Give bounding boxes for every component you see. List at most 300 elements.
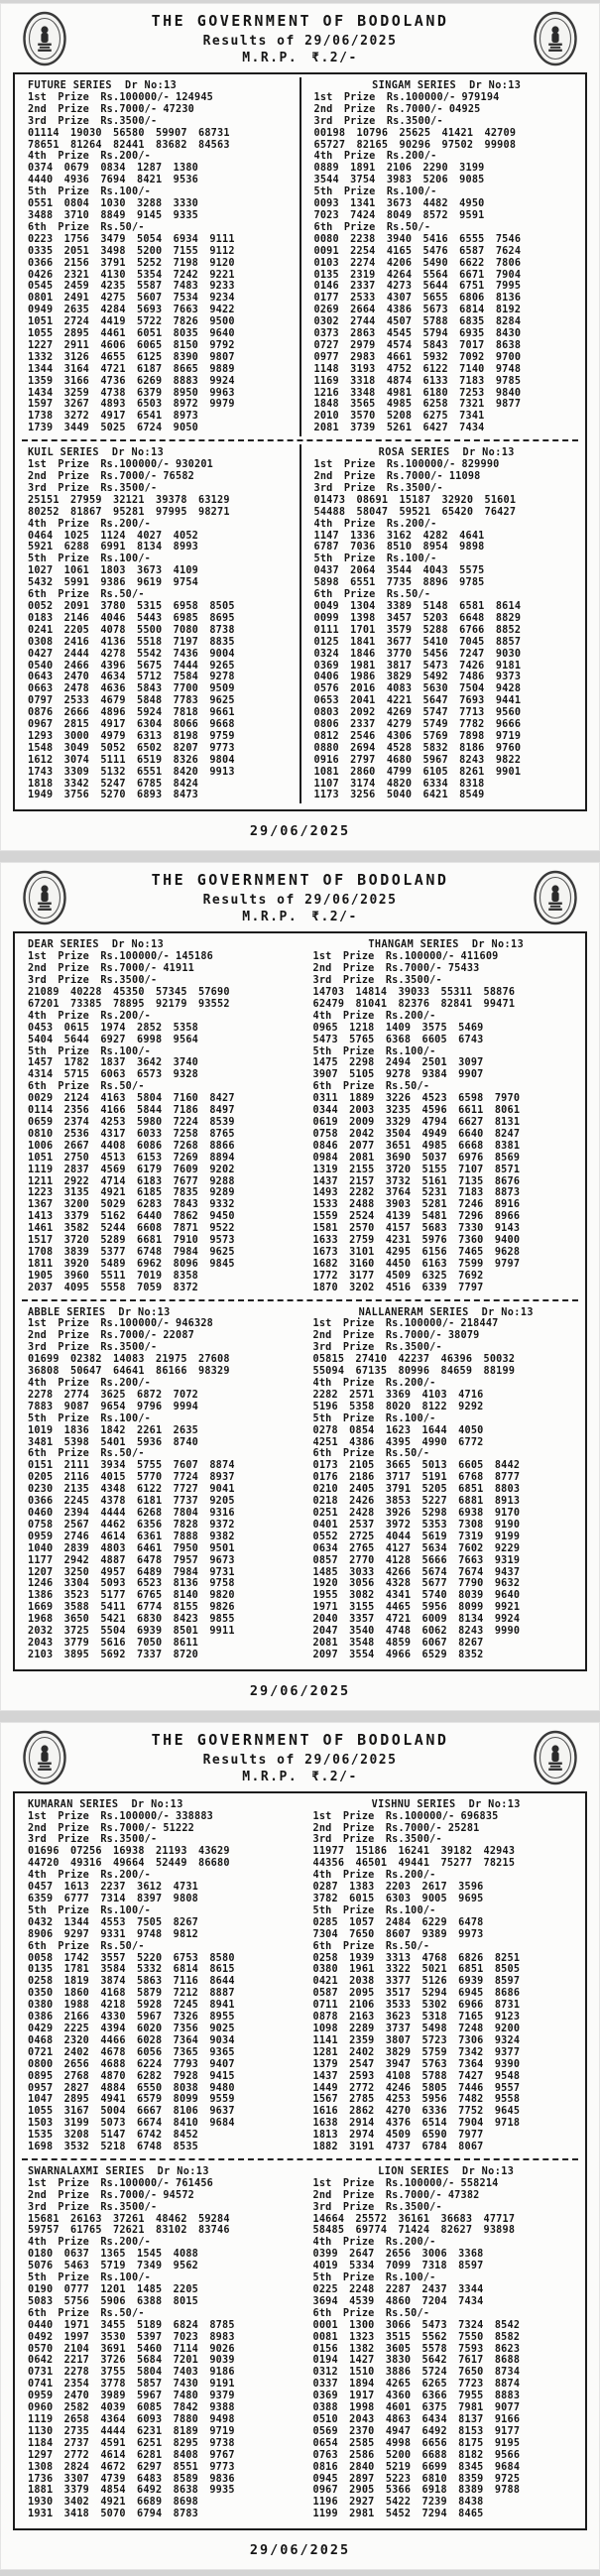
- series-pair-row: [15, 77, 585, 436]
- prize-line: [28, 1011, 295, 1023]
- number-row: 1107 3174 4820 6334 8318: [313, 778, 485, 790]
- number-row: 0401 2537 3972 5353 7308 9190: [312, 1519, 521, 1531]
- prize-label: 2nd Prize Rs.7000/-: [312, 963, 442, 975]
- number-row: 80252 81867 95281 97995 98271: [28, 506, 230, 518]
- number-row: 2037 4095 5558 7059 8372: [28, 1282, 199, 1293]
- ticket-header: [0, 867, 600, 924]
- prize-label: 3rd Prize Rs.3500/-: [312, 2201, 442, 2213]
- prize-label: 1st Prize Rs.100000/-: [28, 951, 171, 963]
- number-row: 0960 2582 4039 6085 7842 9388: [28, 2402, 235, 2414]
- prize-label: 3rd Prize Rs.3500/-: [312, 1342, 442, 1354]
- series-pair-row: [15, 1796, 585, 2155]
- number-row: 01699 02382 14083 21975 27608: [28, 1354, 230, 1366]
- mrp-line: [67, 910, 533, 924]
- number-row: 1196 2927 5422 7239 8438: [312, 2497, 484, 2509]
- prize-line: [313, 2190, 580, 2202]
- series-name: DEAR SERIES: [28, 939, 99, 951]
- series-draw-no: Dr No:13: [462, 2165, 515, 2177]
- ticket-block: [0, 1722, 600, 2570]
- prize-line: [28, 951, 295, 963]
- prize-label: 3rd Prize Rs.3500/-: [313, 115, 443, 127]
- prize-line: [313, 1011, 580, 1023]
- prize-line: [313, 2308, 580, 2320]
- series-title: [313, 1307, 580, 1319]
- series-section: [15, 444, 300, 803]
- number-row: 1848 3565 4985 6258 7321 9877: [313, 399, 522, 411]
- mrp-label: M.R.P.: [242, 910, 299, 925]
- prize-label: 3rd Prize Rs.3500/-: [28, 1342, 158, 1354]
- prize-label: 4th Prize Rs.200/-: [312, 1870, 436, 1882]
- number-row: 0878 2163 3623 5318 7165 9123: [312, 2012, 521, 2024]
- number-row: 1332 3126 4655 6125 8390 9807: [28, 351, 235, 363]
- number-row: 1147 1336 3162 4282 4641: [313, 530, 485, 542]
- prize-line: [313, 1413, 580, 1425]
- number-row: 1968 3650 5421 6830 8423 9855: [28, 1614, 235, 1626]
- prize-winning-number: 558214: [460, 2177, 499, 2189]
- number-row: 4019 5334 7099 7318 8597: [312, 2261, 484, 2272]
- prize-line: [314, 471, 580, 483]
- prize-line: [28, 1834, 295, 1846]
- prize-line: [314, 483, 580, 495]
- prize-label: 2nd Prize Rs.7000/-: [28, 1330, 158, 1342]
- prize-line: [28, 1413, 295, 1425]
- number-row: 0889 1891 2106 2290 3199: [313, 163, 485, 175]
- prize-line: [313, 2178, 580, 2190]
- number-row: 0114 2356 4166 5844 7186 8497: [28, 1105, 235, 1117]
- number-row: 15681 26163 37261 48462 59284: [28, 2213, 230, 2225]
- prize-line: [313, 1046, 580, 1058]
- number-row: 1533 2488 3903 5281 7246 8916: [312, 1199, 521, 1211]
- number-row: 7023 7424 8049 8572 9591: [313, 209, 485, 221]
- series-pair-row: [15, 1304, 585, 1663]
- govt-title: THE GOVERNMENT OF BODOLAND: [151, 12, 449, 30]
- prize-label: 5th Prize Rs.100/-: [28, 2272, 152, 2284]
- number-row: 1297 2772 4614 6281 8408 9767: [28, 2449, 235, 2461]
- series-draw-no: Dr No:13: [462, 447, 515, 459]
- number-row: 0721 2402 4678 6056 7365 9365: [28, 2046, 235, 2058]
- prize-line: [28, 589, 294, 601]
- number-row: 1743 3309 5132 6551 8420 9913: [28, 766, 235, 778]
- prize-label: 6th Prize Rs.50/-: [312, 2307, 430, 2319]
- prize-label: 4th Prize Rs.200/-: [312, 1010, 436, 1022]
- prize-label: 5th Prize Rs.100/-: [312, 2272, 436, 2284]
- mrp-value: ₹.2/-: [311, 51, 358, 65]
- prize-line: [28, 1318, 295, 1330]
- ticket-block: [0, 3, 600, 851]
- series-section: [15, 1304, 300, 1663]
- prize-line: [313, 2237, 580, 2249]
- number-row: 0663 2478 4636 5843 7700 9509: [28, 683, 235, 695]
- prize-line: [314, 104, 580, 116]
- prize-line: [28, 222, 294, 234]
- number-row: 0369 1917 4360 6366 7955 8883: [312, 2391, 521, 2402]
- number-row: 2040 3357 4721 6009 8134 9924: [312, 1614, 521, 1626]
- number-row: 3907 5105 9278 9384 9907: [312, 1069, 484, 1081]
- number-row: 0545 2459 4235 5587 7483 9233: [28, 281, 235, 293]
- number-row: 1051 2724 4419 5722 7826 9500: [28, 316, 235, 328]
- series-section: [15, 1796, 300, 2155]
- number-row: 0302 2744 4507 5788 6835 8284: [313, 316, 522, 328]
- prize-label: 2nd Prize Rs.7000/-: [312, 1330, 442, 1342]
- number-row: 0741 2354 3778 5857 7430 9191: [28, 2379, 235, 2391]
- prize-line: [314, 519, 580, 531]
- prize-line: [28, 1448, 295, 1460]
- series-draw-no: Dr No:13: [131, 1798, 183, 1810]
- prize-line: [28, 1342, 295, 1354]
- prize-line: [313, 1823, 580, 1835]
- number-row: 2278 2774 3625 6872 7072: [28, 1389, 199, 1401]
- number-row: 3544 3754 3983 5206 9085: [313, 175, 485, 186]
- number-row: 0427 2444 4278 5542 7436 9004: [28, 648, 235, 660]
- number-row: 1293 3000 4979 6313 8198 9759: [28, 730, 235, 742]
- number-row: 1119 2837 4569 6179 7609 9202: [28, 1164, 235, 1175]
- national-emblem-icon: [22, 1730, 67, 1785]
- ticket-header-text: [67, 870, 533, 924]
- prize-line: [28, 1941, 295, 1953]
- number-row: 0058 1742 3557 5220 6753 8580: [28, 1952, 235, 1964]
- number-row: 0269 2664 4386 5673 6814 8192: [313, 305, 522, 316]
- number-row: 21089 40228 45350 57345 57690: [28, 987, 230, 998]
- number-row: 65727 82165 90296 97502 99908: [313, 139, 517, 151]
- series-title: [314, 447, 580, 459]
- prize-line: [313, 1941, 580, 1953]
- number-row: 0421 2038 3377 5126 6939 8597: [312, 1976, 521, 1988]
- prize-label: 6th Prize Rs.50/-: [313, 221, 431, 233]
- results-box: [13, 1791, 587, 2530]
- prize-label: 1st Prize Rs.100000/-: [28, 459, 171, 471]
- number-row: 3481 5398 5401 5936 8740: [28, 1436, 199, 1448]
- number-row: 0429 2225 4394 6020 7356 9025: [28, 2023, 235, 2034]
- prize-line: [28, 1811, 295, 1823]
- number-row: 1055 3167 5004 6667 8106 9637: [28, 2106, 235, 2118]
- number-row: 0857 2770 4128 5666 7663 9319: [312, 1554, 521, 1566]
- number-row: 0151 2111 3934 5755 7607 8874: [28, 1460, 235, 1472]
- number-row: 5921 6288 6991 8134 8993: [28, 542, 199, 553]
- series-section: [300, 1796, 586, 2155]
- number-row: 0093 1341 3673 4482 4950: [313, 198, 485, 210]
- number-row: 0895 2768 4870 6282 7928 9415: [28, 2070, 235, 2082]
- results-date-line: Results of 29/06/2025: [202, 34, 398, 49]
- series-section: [300, 444, 586, 803]
- number-row: 1949 3756 5270 6893 8473: [28, 790, 199, 801]
- prize-label: 3rd Prize Rs.3500/-: [28, 1834, 158, 1846]
- number-row: 3694 4539 4860 7204 7434: [312, 2295, 484, 2307]
- number-row: 62479 81041 82376 82841 99471: [312, 998, 516, 1010]
- prize-label: 2nd Prize Rs.7000/-: [28, 103, 158, 115]
- prize-line: [28, 2308, 295, 2320]
- number-row: 1027 1061 1803 3673 4109: [28, 565, 199, 577]
- prize-label: 4th Prize Rs.200/-: [28, 2237, 152, 2249]
- number-row: 1736 3307 4739 6483 8589 9836: [28, 2473, 235, 2485]
- number-row: 55094 67135 80996 84659 88199: [312, 1366, 516, 1378]
- prize-line: [313, 1870, 580, 1882]
- prize-label: 1st Prize Rs.100000/-: [28, 1318, 171, 1330]
- prize-label: 3rd Prize Rs.3500/-: [313, 482, 443, 494]
- number-row: 11977 15186 16241 39182 42943: [312, 1846, 516, 1858]
- number-row: 1216 3348 4981 6180 7253 9840: [313, 387, 522, 399]
- number-row: 1367 3200 5029 6283 7843 9332: [28, 1199, 235, 1211]
- results-box: [13, 931, 587, 1670]
- prize-winning-number: 930201: [176, 459, 214, 471]
- prize-label: 4th Prize Rs.200/-: [313, 151, 437, 163]
- series-title: [313, 939, 580, 951]
- number-row: 0091 2254 4165 5476 6587 7624: [313, 245, 522, 257]
- number-row: 2081 3739 5261 6427 7434: [313, 423, 485, 434]
- prize-label: 6th Prize Rs.50/-: [313, 589, 431, 601]
- series-name: SINGAM SERIES: [372, 80, 457, 91]
- number-row: 0984 2081 3690 5037 6976 8569: [312, 1152, 521, 1164]
- prize-label: 6th Prize Rs.50/-: [312, 1448, 430, 1460]
- prize-line: [314, 553, 580, 565]
- number-row: 0190 0777 1201 1485 2205: [28, 2284, 199, 2295]
- prize-line: [28, 1823, 295, 1835]
- number-row: 1493 2282 3764 5231 7183 8873: [312, 1187, 521, 1199]
- number-row: 1517 3720 5289 6681 7910 9573: [28, 1235, 235, 1247]
- prize-winning-number: 946328: [176, 1318, 214, 1330]
- number-row: 5083 5756 5906 6388 8015: [28, 2295, 199, 2307]
- number-row: 0366 2156 3791 5252 7198 9120: [28, 257, 235, 269]
- prize-label: 1st Prize Rs.100000/-: [28, 2177, 171, 2189]
- number-row: 1019 1836 1842 2261 2635: [28, 1424, 199, 1436]
- prize-label: 6th Prize Rs.50/-: [28, 1081, 145, 1093]
- prize-line: [28, 1330, 295, 1342]
- number-row: 0967 2905 5366 6918 8389 9788: [312, 2485, 521, 2497]
- number-row: 0173 2105 3665 5013 6605 8442: [312, 1460, 521, 1472]
- number-row: 1199 2981 5452 7294 8465: [312, 2509, 484, 2520]
- number-row: 2097 3554 4966 6529 8352: [312, 1649, 484, 1660]
- number-row: 78651 81264 82441 83682 84563: [28, 139, 230, 151]
- prize-line: [28, 553, 294, 565]
- prize-winning-number: 04925: [448, 103, 481, 115]
- prize-line: [314, 151, 580, 163]
- mrp-line: [67, 51, 533, 65]
- number-row: 1047 2895 4941 6579 8099 9559: [28, 2094, 235, 2106]
- number-row: 1905 3960 5511 7019 8358: [28, 1270, 199, 1282]
- number-row: 4314 5715 6063 6573 9328: [28, 1069, 199, 1081]
- series-title: [28, 2166, 295, 2178]
- prize-label: 2nd Prize Rs.7000/-: [28, 471, 158, 482]
- number-row: 0366 2245 4378 6181 7737 9205: [28, 1496, 235, 1508]
- number-row: 1081 2860 4799 6105 8261 9901: [313, 766, 522, 778]
- number-row: 0146 2337 4273 5644 6751 7995: [313, 281, 522, 293]
- mrp-line: [67, 1770, 533, 1784]
- prize-label: 4th Prize Rs.200/-: [28, 1010, 152, 1022]
- series-name: SWARNALAXMI SERIES: [28, 2165, 145, 2177]
- series-draw-no: Dr No:13: [124, 80, 178, 91]
- number-row: 1130 2735 4444 6231 8189 9719: [28, 2425, 235, 2437]
- prize-label: 4th Prize Rs.200/-: [312, 2237, 436, 2249]
- series-draw-no: Dr No:13: [118, 1306, 171, 1318]
- number-row: 1581 2570 4157 5683 7330 9143: [312, 1223, 521, 1235]
- number-row: 0797 2533 4679 5848 7783 9625: [28, 695, 235, 707]
- number-row: 0876 2666 4896 5924 7818 9661: [28, 707, 235, 719]
- prize-line: [313, 1342, 580, 1354]
- number-row: 1169 3318 4874 6133 7183 9785: [313, 375, 522, 387]
- number-row: 1739 3449 5025 6724 9050: [28, 423, 199, 434]
- number-row: 0731 2278 3755 5804 7403 9186: [28, 2367, 235, 2379]
- prize-line: [28, 2272, 295, 2284]
- prize-line: [314, 116, 580, 128]
- number-row: 1673 3101 4295 6156 7465 9628: [312, 1246, 521, 1258]
- mrp-value: ₹.2/-: [311, 1769, 358, 1784]
- series-section: [15, 2163, 300, 2522]
- series-draw-no: Dr No:13: [157, 2165, 209, 2177]
- number-row: 0049 1304 3389 5148 6581 8614: [313, 600, 522, 612]
- number-row: 2043 3779 5616 7050 8611: [28, 1637, 199, 1649]
- prize-label: 4th Prize Rs.200/-: [28, 518, 152, 530]
- number-row: 0380 1988 4218 5928 7245 8941: [28, 2000, 235, 2012]
- number-row: 0241 2205 4078 5500 7080 8738: [28, 624, 235, 636]
- series-pair-row: [15, 936, 585, 1295]
- number-row: 0659 2374 4253 5980 7224 8539: [28, 1116, 235, 1128]
- number-row: 1379 2547 3947 5763 7364 9390: [312, 2058, 521, 2070]
- prize-label: 5th Prize Rs.100/-: [28, 553, 152, 565]
- prize-label: 5th Prize Rs.100/-: [28, 1904, 152, 1916]
- number-row: 4251 4386 4395 4990 6772: [312, 1436, 484, 1448]
- prize-label: 1st Prize Rs.100000/-: [312, 951, 455, 963]
- prize-line: [313, 951, 580, 963]
- prize-label: 4th Prize Rs.200/-: [28, 151, 152, 163]
- number-row: 0125 1841 3677 5410 7045 8857: [313, 636, 522, 648]
- prize-label: 1st Prize Rs.100000/-: [313, 459, 456, 471]
- number-row: 0846 2077 3651 4985 6668 8381: [312, 1140, 521, 1152]
- prize-line: [313, 2272, 580, 2284]
- prize-label: 3rd Prize Rs.3500/-: [312, 1834, 442, 1846]
- series-section: [300, 1304, 586, 1663]
- number-row: 0285 1057 2484 6229 6478: [312, 1916, 484, 1928]
- prize-line: [28, 459, 294, 471]
- prize-label: 5th Prize Rs.100/-: [28, 186, 152, 198]
- number-row: 58485 69774 71424 82627 93898: [312, 2225, 516, 2237]
- govt-title: THE GOVERNMENT OF BODOLAND: [151, 871, 449, 890]
- prize-line: [28, 151, 294, 163]
- number-row: 0388 1998 4601 6375 7981 9077: [312, 2402, 521, 2414]
- number-row: 0156 1382 3605 5578 7593 8623: [312, 2343, 521, 2355]
- number-row: 0437 2064 3544 4043 5575: [313, 565, 485, 577]
- number-row: 0180 0637 1365 1545 4088: [28, 2249, 199, 2261]
- number-row: 1386 3523 5177 6765 8140 9820: [28, 1590, 235, 1602]
- prize-line: [28, 104, 294, 116]
- number-row: 0957 2827 4884 6550 8038 9480: [28, 2082, 235, 2094]
- number-row: 59757 61765 72621 83102 83746: [28, 2225, 230, 2237]
- prize-line: [313, 1378, 580, 1390]
- number-row: 0464 1025 1124 4027 4052: [28, 530, 199, 542]
- footer-date: 29/06/2025: [249, 2542, 351, 2559]
- prize-winning-number: 47382: [447, 2189, 480, 2201]
- prize-label: 5th Prize Rs.100/-: [28, 1412, 152, 1424]
- number-row: 0653 2041 4221 5647 7693 9441: [313, 695, 522, 707]
- prize-winning-number: 338883: [176, 1810, 214, 1822]
- series-section: [300, 77, 586, 436]
- number-row: 0959 2470 3989 5967 7480 9379: [28, 2391, 235, 2402]
- number-row: 1708 3839 5377 6748 7984 9625: [28, 1246, 235, 1258]
- number-row: 0540 2466 4396 5675 7444 9265: [28, 660, 235, 672]
- number-row: 5404 5644 6927 6998 9564: [28, 1034, 199, 1045]
- mrp-label: M.R.P.: [242, 51, 299, 65]
- number-row: 0816 2840 5219 6699 8345 9684: [312, 2461, 521, 2473]
- number-row: 0350 1860 4168 5879 7212 8887: [28, 1988, 235, 2000]
- number-row: 0210 2405 3791 5205 6851 8803: [312, 1484, 521, 1496]
- series-section: [15, 77, 300, 436]
- number-row: 1413 3379 5162 6440 7862 9450: [28, 1211, 235, 1223]
- prize-label: 3rd Prize Rs.3500/-: [28, 975, 158, 987]
- prize-winning-number: 75433: [447, 963, 480, 975]
- prize-line: [28, 975, 295, 987]
- prize-winning-number: 47230: [163, 103, 195, 115]
- number-row: 1051 2750 4513 6153 7269 8894: [28, 1152, 235, 1164]
- prize-winning-number: 696835: [460, 1810, 499, 1822]
- series-title: [28, 80, 294, 92]
- series-divider: [22, 439, 578, 441]
- series-draw-no: Dr No:13: [471, 939, 525, 951]
- prize-winning-number: 411609: [460, 951, 499, 963]
- prize-winning-number: 218447: [460, 1318, 499, 1330]
- number-row: 1344 3164 4721 6187 8665 9889: [28, 363, 235, 375]
- prize-label: 6th Prize Rs.50/-: [312, 1940, 430, 1952]
- number-row: 2282 2571 3369 4103 4716: [312, 1389, 484, 1401]
- series-name: LION SERIES: [378, 2165, 450, 2177]
- prize-label: 3rd Prize Rs.3500/-: [28, 2201, 158, 2213]
- number-row: 01473 08691 15187 32920 51601: [313, 494, 517, 506]
- number-row: 0194 1427 3830 5642 7617 8688: [312, 2355, 521, 2367]
- number-row: 0369 1981 3817 5473 7426 9181: [313, 660, 522, 672]
- series-name: THANGAM SERIES: [368, 939, 459, 951]
- number-row: 0335 2051 3498 5200 7155 9112: [28, 245, 235, 257]
- number-row: 25151 27959 32121 39378 63129: [28, 494, 230, 506]
- number-row: 1223 3135 4921 6185 7835 9289: [28, 1187, 235, 1199]
- number-row: 1461 3582 5244 6608 7871 9522: [28, 1223, 235, 1235]
- number-row: 1485 3033 4266 5674 7674 9437: [312, 1566, 521, 1578]
- ticket-header: [0, 8, 600, 65]
- number-row: 1449 2772 4246 5805 7446 9557: [312, 2082, 521, 2094]
- prize-line: [313, 1318, 580, 1330]
- number-row: 2047 3540 4748 6062 8243 9990: [312, 1626, 521, 1638]
- ticket-header: [0, 1727, 600, 1784]
- number-row: 1813 2974 4509 6590 7977: [312, 2130, 484, 2142]
- number-row: 0492 1997 3530 5397 7023 8983: [28, 2331, 235, 2343]
- prize-label: 1st Prize Rs.100000/-: [312, 1810, 455, 1822]
- number-row: 1437 2157 3732 5161 7135 8676: [312, 1175, 521, 1187]
- number-row: 0135 2319 4264 5564 6671 7904: [313, 269, 522, 281]
- number-row: 1669 3588 5411 6774 8155 9826: [28, 1602, 235, 1614]
- prize-label: 4th Prize Rs.200/-: [312, 1378, 436, 1389]
- results-date-line: Results of 29/06/2025: [202, 893, 398, 909]
- number-row: 6787 7036 8510 8954 9898: [313, 542, 485, 553]
- prize-label: 6th Prize Rs.50/-: [312, 1081, 430, 1093]
- number-row: 0312 1510 3886 5724 7650 8734: [312, 2367, 521, 2379]
- number-row: 7304 7650 8607 9389 9973: [312, 1928, 484, 1940]
- number-row: 1881 3379 4854 6492 8638 9935: [28, 2485, 235, 2497]
- prize-line: [28, 92, 294, 104]
- prize-winning-number: 11098: [448, 471, 481, 482]
- prize-label: 3rd Prize Rs.3500/-: [312, 975, 442, 987]
- number-row: 5898 6551 7735 8896 9785: [313, 577, 485, 589]
- number-row: 0308 2416 4136 5518 7197 8835: [28, 636, 235, 648]
- prize-line: [314, 589, 580, 601]
- series-divider: [22, 2158, 578, 2160]
- prize-label: 5th Prize Rs.100/-: [312, 1904, 436, 1916]
- prize-line: [28, 471, 294, 483]
- prize-line: [28, 1905, 295, 1917]
- number-row: 0218 2426 3853 5227 6881 8913: [312, 1496, 521, 1508]
- number-row: 1098 2289 3737 5498 7248 9200: [312, 2023, 521, 2034]
- series-title: [313, 2166, 580, 2178]
- number-row: 36808 50647 64641 86166 98329: [28, 1366, 230, 1378]
- number-row: 0081 1323 3515 5562 7550 8582: [312, 2331, 521, 2343]
- footer-date: 29/06/2025: [249, 823, 351, 840]
- number-row: 0135 1781 3584 5332 6814 8615: [28, 1964, 235, 1976]
- series-name: KUIL SERIES: [28, 447, 99, 459]
